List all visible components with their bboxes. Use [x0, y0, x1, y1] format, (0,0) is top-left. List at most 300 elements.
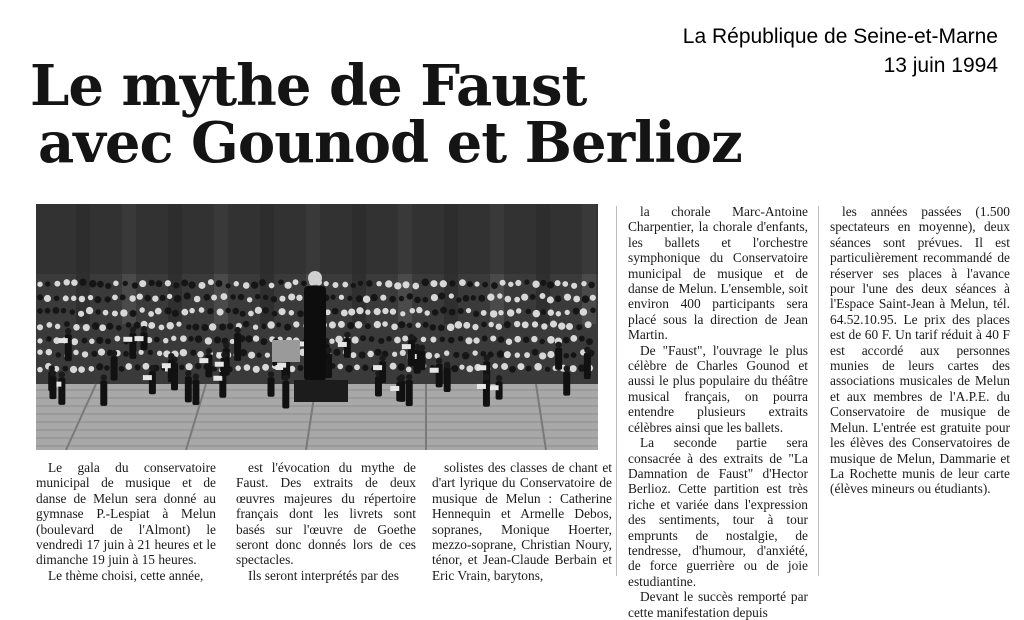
choir-singer [148, 322, 155, 329]
choir-singer [272, 311, 278, 317]
musician-head [141, 326, 147, 332]
choir-singer [154, 337, 160, 343]
choir-singer [119, 366, 125, 372]
choir-singer [207, 308, 213, 314]
orchestra-musician [49, 376, 56, 399]
orchestra-musician [268, 377, 275, 396]
choir-singer [588, 282, 595, 289]
choir-singer [496, 323, 502, 329]
choir-singer [253, 325, 258, 330]
choir-singer [188, 281, 195, 288]
choir-singer [130, 310, 137, 317]
choir-singer [532, 349, 539, 356]
music-stand [477, 384, 486, 389]
choir-singer [400, 350, 406, 356]
choir-singer [397, 363, 405, 371]
choir-singer [412, 283, 419, 290]
musician-head [379, 355, 385, 361]
choir-singer [166, 322, 173, 329]
choir-singer [439, 337, 445, 343]
choir-singer [362, 364, 369, 371]
choir-singer [345, 365, 353, 373]
choir-singer [526, 366, 532, 372]
choir-singer [467, 281, 473, 287]
choir-singer [167, 294, 172, 299]
choir-singer [421, 337, 427, 343]
choir-singer [198, 282, 205, 289]
choir-singer [376, 281, 381, 286]
choir-singer [463, 322, 470, 329]
choir-singer [425, 310, 430, 315]
choir-singer [54, 281, 60, 287]
choir-singer [523, 337, 529, 343]
musician-head [344, 332, 350, 338]
music-stand [373, 365, 382, 370]
conductor [304, 286, 326, 381]
choir-singer [394, 337, 401, 344]
choir-singer [532, 321, 538, 327]
choir-singer [240, 311, 246, 317]
music-stand [213, 376, 222, 381]
choir-singer [37, 308, 43, 314]
paragraph: La seconde partie sera consacrée à des extraits de "La Damnation de Faust" d'Hector Berlioz. Cette partition est très riche et variée dans l'expression des sentiments, tour à tour emprunts de nostalgie, de tendresse, d'humour, d'anxiété, de force guerrière ou de joie estudiantine. [628, 435, 808, 589]
music-stand [390, 386, 399, 391]
choir-singer [195, 363, 201, 369]
choir-singer [245, 335, 252, 342]
choir-singer [329, 339, 334, 344]
music-stand [338, 342, 347, 347]
choir-singer [289, 310, 294, 315]
choir-singer [114, 336, 120, 342]
choir-singer [431, 294, 438, 301]
musician-head [223, 342, 229, 348]
column-divider [616, 206, 617, 576]
choir-singer [422, 297, 428, 303]
choir-singer [256, 352, 261, 357]
choir-singer [374, 308, 381, 315]
choir-singer [180, 349, 187, 356]
choir-singer [261, 324, 266, 329]
choir-singer [152, 295, 158, 301]
musician-head [130, 327, 136, 333]
choir-singer [407, 323, 413, 329]
paragraph: les années passées (1.500 spectateurs en moyenne), deux séances sont prévues. Il est particulièrement recommandé de réserver ses places à l'avance pour l'une des deux séances à l'Espace Saint-Jean à Melun, tél. 64.52.10.95. Le prix des places est de 60 F. Un tarif réduit à 40 F est accordé aux personnes munies de leurs cartes des associations musicales de Melun et aux membres de l'A.P.E. du Conservatoire de musique de Melun. L'entrée est gratuite pour les élèves des Conservatoires de musique de Melun, Dammarie et La Rochette munis de leur carte (élèves mineurs ou étudiants). [830, 204, 1010, 497]
choir-singer [521, 294, 528, 301]
choir-singer [71, 279, 78, 286]
choir-singer [514, 297, 520, 303]
choir-singer [547, 281, 554, 288]
musician-head [483, 374, 489, 380]
choir-singer [459, 279, 466, 286]
choir-singer [248, 311, 254, 317]
choir-singer [585, 321, 592, 328]
music-stand [123, 337, 132, 342]
paragraph: Ils seront interprétés par des [248, 567, 399, 583]
choir-singer [540, 280, 546, 286]
choir-singer [390, 363, 397, 370]
choir-singer [293, 279, 299, 285]
choir-singer [139, 280, 146, 287]
choir-singer [64, 279, 70, 285]
musician-head [283, 375, 289, 381]
choir-singer [113, 281, 119, 287]
choir-singer [79, 278, 86, 285]
choir-singer [481, 322, 487, 328]
choir-singer [230, 294, 235, 299]
choir-singer [251, 281, 258, 288]
choir-singer [244, 364, 251, 371]
choir-singer [260, 338, 267, 345]
choir-singer [514, 321, 520, 327]
musician-head [234, 327, 240, 333]
choir-singer [278, 279, 283, 284]
choir-singer [332, 308, 339, 315]
conductor-head [308, 271, 322, 285]
musician-head [50, 370, 56, 376]
choir-singer [123, 281, 128, 286]
choir-singer [447, 324, 455, 332]
choir-singer [148, 350, 153, 355]
choir-singer [83, 324, 90, 331]
choir-singer [276, 322, 281, 327]
choir-singer [98, 349, 105, 356]
choir-singer [539, 293, 545, 299]
choir-singer [472, 350, 477, 355]
choir-singer [46, 336, 51, 341]
choir-singer [96, 363, 103, 370]
choir-singer [509, 366, 516, 373]
paragraph: solistes des classes de chant et d'art lyrique du Conservatoire de musique de Melun : Catherine Hennequin et Armelle Debos, sopranes, Monique Hoerter, mezzo-soprane, Christian Noury, ténor, et Jean-Claude Berbain et Eric Vrain, barytons, [432, 460, 612, 583]
choir-singer [532, 281, 539, 288]
paragraph: Devant le succès remporté par cette manifestation depuis [628, 589, 808, 620]
musician-head [65, 328, 71, 334]
choir-singer [37, 367, 43, 373]
choir-singer [176, 321, 181, 326]
choir-singer [95, 309, 100, 314]
choir-singer [539, 352, 546, 359]
choir-singer [363, 295, 370, 302]
choir-singer [172, 310, 179, 317]
music-stand [430, 368, 439, 373]
choir-singer [46, 349, 52, 355]
choir-singer [126, 322, 132, 328]
paragraph: la chorale Marc-Antoine Charpentier, la chorale d'enfants, les ballets et l'orchestre symphonique du Conservatoire municipal de musique et de danse de Melun. L'ensemble, soit environ 400 participants sera placé sous la direction de Jean Martin. [628, 204, 808, 343]
musician-head [564, 365, 570, 371]
orchestra-musician [221, 358, 228, 377]
choir-singer [455, 321, 463, 329]
choir-singer [190, 350, 196, 356]
choir-singer [279, 296, 285, 302]
orchestra-musician [584, 353, 591, 379]
choir-singer [163, 338, 168, 343]
choir-singer [563, 337, 570, 344]
choir-singer [400, 311, 405, 316]
choir-singer [226, 283, 231, 288]
choir-singer [238, 294, 244, 300]
choir-singer [335, 336, 342, 343]
paragraph: Le gala du conservatoire municipal de musique et de danse de Melun sera donné au gymnase P.-Lespiat à Melun (boulevard de l'Almont) le vendredi 17 juin à 21 heures et le dimanche 19 juin à 15 heures. [36, 460, 216, 568]
choir-singer [422, 279, 430, 287]
choir-singer [171, 336, 176, 341]
choir-singer [225, 308, 230, 313]
orchestra-musician [419, 351, 426, 370]
choir-singer [558, 323, 565, 330]
choir-singer [221, 293, 228, 300]
musician-head [444, 362, 450, 368]
musician-head [496, 375, 502, 381]
choir-singer [385, 280, 392, 287]
choir-singer [365, 309, 370, 314]
musician-head [436, 358, 442, 364]
choir-singer [522, 321, 529, 328]
choir-singer [148, 311, 154, 317]
choir-singer [472, 324, 478, 330]
choir-singer [571, 352, 577, 358]
choir-singer [482, 336, 488, 342]
choir-singer [490, 335, 496, 341]
musician-head [168, 353, 174, 359]
choir-singer [463, 295, 470, 302]
choir-singer [576, 324, 582, 330]
orchestra-musician [396, 382, 403, 401]
choir-singer [541, 323, 547, 329]
choir-singer [562, 281, 568, 287]
choir-singer [96, 337, 103, 344]
choir-singer [82, 351, 88, 357]
choir-singer [104, 365, 110, 371]
music-stand [135, 336, 144, 341]
choir-singer [301, 281, 307, 287]
choir-singer [37, 282, 42, 287]
choir-singer [332, 282, 338, 288]
orchestra-musician [234, 333, 241, 361]
choir-singer [106, 323, 113, 330]
choir-singer [259, 279, 266, 286]
choir-singer [71, 296, 76, 301]
choir-singer [590, 308, 595, 313]
choir-singer [449, 309, 456, 316]
choir-singer [579, 336, 585, 342]
choir-singer [369, 336, 375, 342]
choir-singer [232, 308, 239, 315]
column-divider [818, 206, 819, 576]
musician-head [484, 355, 490, 361]
choir-singer [73, 324, 80, 331]
music-stand [143, 375, 152, 380]
choir-singer [173, 282, 179, 288]
orchestra-musician [496, 381, 503, 399]
music-stand [477, 365, 486, 370]
choir-singer [524, 352, 530, 358]
choir-singer [565, 310, 570, 315]
choir-singer [453, 352, 459, 358]
orchestra-musician [149, 371, 156, 394]
music-stand [215, 362, 224, 367]
choir-singer [179, 365, 185, 371]
choir-singer [586, 338, 593, 345]
choir-singer [440, 307, 447, 314]
choir-singer [471, 295, 476, 300]
choir-singer [195, 335, 202, 342]
choir-singer [156, 280, 163, 287]
orchestra-musician [185, 376, 192, 402]
choir-singer [590, 295, 596, 301]
choir-singer [37, 349, 43, 355]
choir-singer [253, 335, 259, 341]
choir-singer [550, 321, 557, 328]
musician-head [206, 348, 212, 354]
choir-singer [293, 321, 299, 327]
choir-singer [338, 321, 345, 328]
choir-singer [347, 322, 354, 329]
choir-singer [366, 280, 372, 286]
choir-singer [410, 308, 415, 313]
choir-singer [89, 366, 95, 372]
choir-singer [324, 281, 329, 286]
choir-singer [348, 308, 355, 315]
choir-singer [197, 351, 204, 358]
choir-singer [458, 336, 463, 341]
orchestra-musician [563, 372, 570, 396]
choir-singer [515, 352, 521, 358]
choir-singer [462, 352, 469, 359]
choir-singer [333, 349, 340, 356]
choir-singer [438, 324, 445, 331]
choir-singer [415, 322, 420, 327]
choir-singer [217, 309, 224, 316]
choir-singer [97, 281, 104, 288]
choir-singer [192, 324, 199, 331]
choir-singer [174, 295, 182, 303]
musician-head [101, 374, 107, 380]
publication-date: 13 juin 1994 [883, 54, 998, 77]
article-headline [30, 53, 742, 176]
choir-singer [181, 309, 188, 316]
ceiling-shadow [36, 204, 598, 274]
choir-singer [330, 295, 335, 300]
choir-singer [423, 322, 429, 328]
choir-singer [79, 296, 85, 302]
choir-singer [138, 350, 143, 355]
music-stand [490, 385, 499, 390]
choir-singer [70, 366, 77, 373]
musician-head [221, 352, 227, 358]
choir-singer [466, 308, 471, 313]
choir-singer [416, 307, 422, 313]
choir-singer [515, 280, 521, 286]
choir-singer [556, 311, 561, 316]
choir-singer [399, 296, 404, 301]
choir-singer [570, 365, 577, 372]
orchestra-musician [344, 338, 351, 358]
orchestra-musician [141, 332, 148, 350]
musician-head [408, 334, 414, 340]
headline-line-1: Le mythe de Faust [30, 53, 587, 119]
choir-singer [438, 293, 445, 300]
choir-singer [120, 294, 126, 300]
choir-singer [490, 310, 497, 317]
choir-singer [359, 352, 366, 359]
choir-singer [350, 352, 356, 358]
concert-orchestra-photo [36, 204, 598, 450]
choir-singer [132, 282, 138, 288]
choir-singer [155, 308, 162, 315]
musician-head [325, 347, 331, 353]
choir-singer [581, 281, 586, 286]
choir-singer [451, 365, 458, 372]
choir-singer [139, 307, 144, 312]
choir-singer [262, 364, 269, 371]
choir-singer [91, 351, 97, 357]
article-column-4 [628, 204, 808, 620]
choir-singer [501, 363, 508, 370]
choir-singer [497, 350, 504, 357]
orchestra-musician [205, 354, 212, 377]
choir-singer [144, 295, 151, 302]
musician-head [185, 370, 191, 376]
orchestra-musician [379, 361, 386, 383]
choir-singer [211, 295, 217, 301]
choir-singer [165, 280, 171, 286]
choir-singer [99, 324, 106, 331]
musician-head [406, 374, 412, 380]
choir-singer [570, 335, 577, 342]
choir-singer [37, 338, 42, 343]
choir-singer [555, 280, 561, 286]
choir-singer [342, 282, 348, 288]
choir-singer [547, 351, 554, 358]
choir-singer [351, 283, 356, 288]
choir-singer [402, 281, 409, 288]
choir-singer [62, 366, 68, 372]
choir-singer [533, 310, 541, 318]
choir-singer [181, 279, 188, 286]
choir-singer [504, 351, 511, 358]
choir-singer [89, 339, 94, 344]
choir-singer [247, 297, 252, 302]
choir-singer [73, 350, 79, 356]
choir-singer [201, 324, 208, 331]
choir-singer [414, 297, 421, 304]
musician-head [397, 376, 403, 382]
choir-singer [514, 336, 521, 343]
choir-singer [506, 339, 512, 345]
orchestra-musician [555, 348, 562, 370]
choir-singer [573, 308, 580, 315]
choir-singer [255, 307, 262, 314]
choir-singer [382, 308, 388, 314]
chair [272, 340, 300, 362]
choir-singer [71, 338, 78, 345]
choir-singer [149, 280, 155, 286]
choir-singer [159, 295, 165, 301]
article-column-5 [830, 204, 1010, 497]
choir-singer [394, 282, 401, 289]
choir-singer [356, 307, 363, 314]
choir-singer [517, 363, 524, 370]
choir-singer [540, 309, 546, 315]
choir-singer [94, 296, 101, 303]
choir-singer [498, 336, 505, 343]
choir-singer [269, 283, 275, 289]
article-column-2 [236, 460, 416, 583]
choir-singer [189, 308, 195, 314]
orchestra-musician [111, 356, 118, 380]
choir-singer [86, 307, 93, 314]
choir-singer [262, 307, 269, 314]
choir-singer [219, 323, 226, 330]
choir-singer [498, 310, 503, 315]
